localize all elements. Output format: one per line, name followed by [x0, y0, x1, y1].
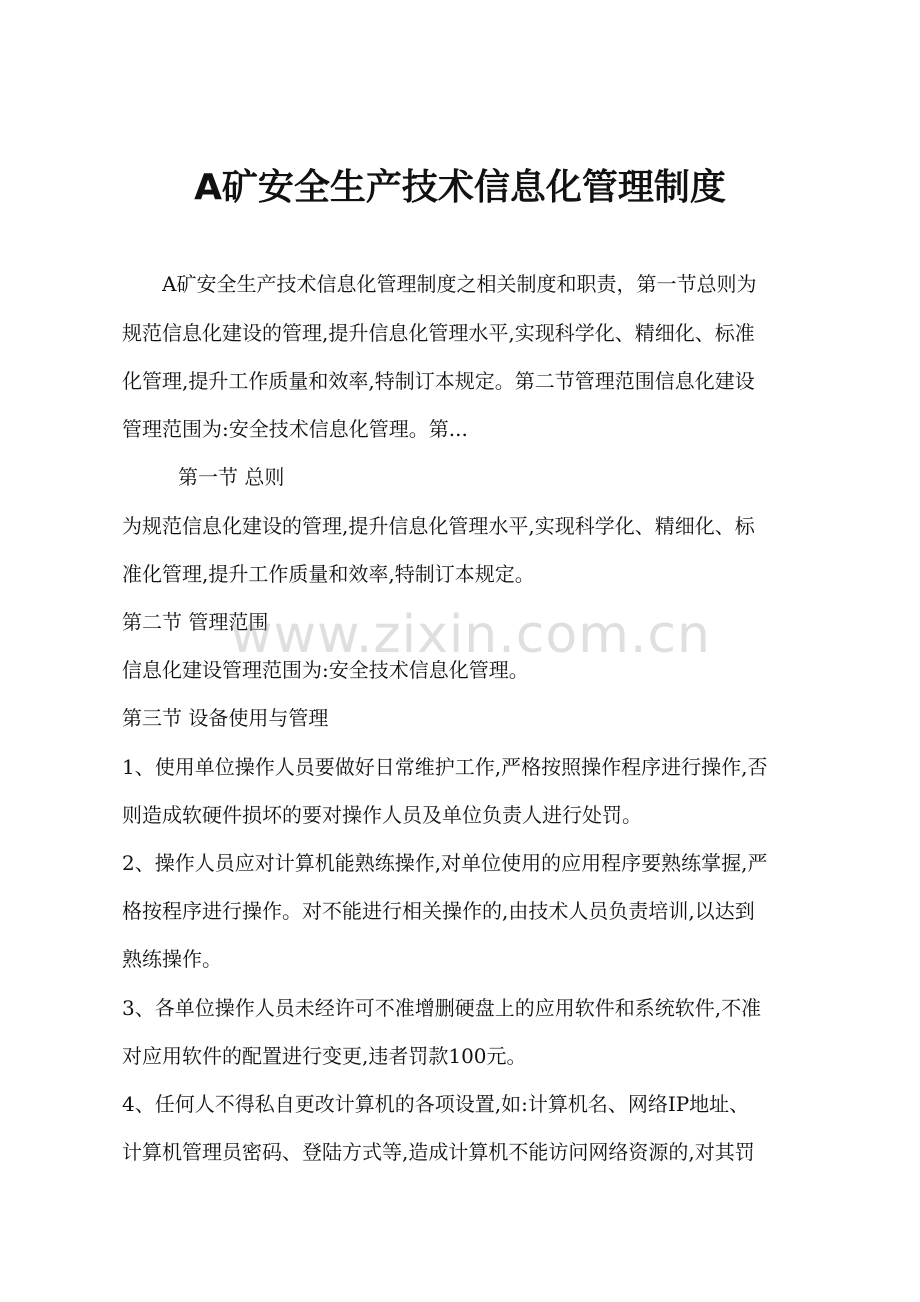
paragraph-line: 2、操作人员应对计算机能熟练操作,对单位使用的应用程序要熟练掌握,严: [122, 851, 768, 875]
paragraph-line: 则造成软硬件损坏的要对操作人员及单位负责人进行处罚。: [122, 803, 642, 827]
paragraph-line: 计算机管理员密码、登陆方式等,造成计算机不能访问网络资源的,对其罚: [122, 1140, 755, 1164]
section-heading: 第二节 管理范围: [122, 610, 269, 634]
document-title: A矿安全生产技术信息化管理制度: [194, 167, 726, 208]
summary-line: 管理范围为:安全技术信息化管理。第...: [122, 417, 468, 441]
summary-line: A矿安全生产技术信息化管理制度之相关制度和职责，第一节总则为: [162, 272, 757, 296]
summary-line: 规范信息化建设的管理,提升信息化管理水平,实现科学化、精细化、标准: [122, 321, 755, 345]
paragraph-line: 格按程序进行操作。对不能进行相关操作的,由技术人员负责培训,以达到: [122, 899, 755, 923]
section-heading: 第一节 总则: [178, 465, 285, 489]
paragraph-line: 为规范信息化建设的管理,提升信息化管理水平,实现科学化、精细化、标: [122, 514, 755, 538]
paragraph-line: 信息化建设管理范围为:安全技术信息化管理。: [122, 658, 529, 682]
paragraph-line: 1、使用单位操作人员要做好日常维护工作,严格按照操作程序进行操作,否: [122, 755, 768, 779]
paragraph-line: 3、各单位操作人员未经许可不准增删硬盘上的应用软件和系统软件,不准: [122, 996, 762, 1020]
section-heading: 第三节 设备使用与管理: [122, 706, 329, 730]
paragraph-line: 4、任何人不得私自更改计算机的各项设置,如:计算机名、网络IP地址、: [122, 1092, 750, 1116]
paragraph-line: 准化管理,提升工作质量和效率,特制订本规定。: [122, 562, 535, 586]
paragraph-line: 熟练操作。: [122, 947, 222, 971]
summary-line: 化管理,提升工作质量和效率,特制订本规定。第二节管理范围信息化建设: [122, 369, 755, 393]
paragraph-line: 对应用软件的配置进行变更,违者罚款100元。: [122, 1044, 527, 1068]
watermark: www.zixin.com.cn: [230, 605, 711, 665]
